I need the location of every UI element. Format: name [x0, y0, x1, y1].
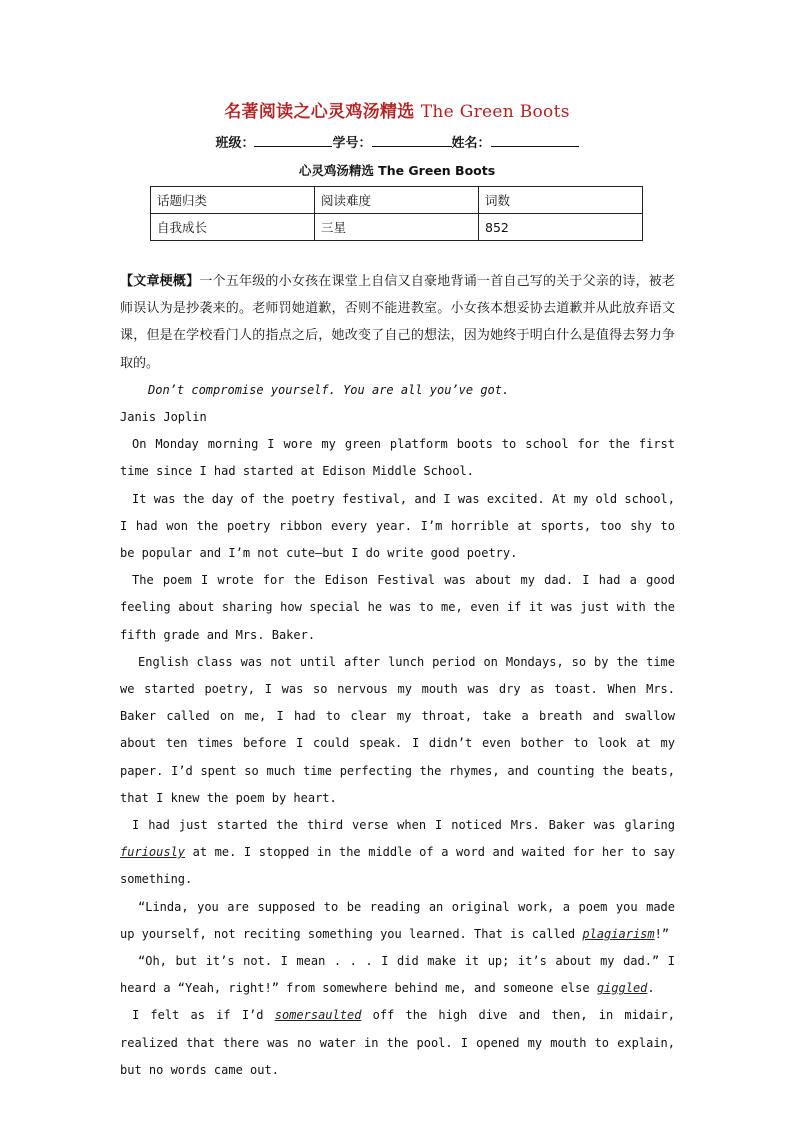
paragraph	[120, 812, 675, 894]
paragraph-text: off the high dive and then, in midair, realized that there was no water in the pool. I opened my mouth to explain, but no words came out.	[120, 1008, 675, 1077]
vocab-word: giggled	[596, 981, 648, 996]
paragraph: On Monday morning I wore my green platform boots to school for the first time since I had started at Edison Middle School.	[120, 437, 675, 479]
summary-paragraph	[120, 268, 675, 377]
table-header-cell: 词数	[479, 187, 643, 214]
paragraph: English class was not until after lunch period on Mondays, so by the time we started poetry, I was so nervous my mouth was dry as toast. When Mrs. Baker called on me, I had to clear my throat, take a breath and swallow about ten times before I could speak. I didn’t even bother to look at my paper. I’d spent so much time perfecting the rhymes, and counting the beats, that I knew the poem by heart.	[120, 654, 675, 805]
article-body	[120, 268, 675, 1084]
title-cn: 名著阅读之心灵鸡汤精选	[224, 102, 415, 122]
student-no-blank	[372, 134, 452, 147]
paragraph-text: I had just started the third verse when I noticed Mrs. Baker was glaring	[132, 818, 675, 833]
student-info-line	[0, 132, 794, 151]
document-title	[0, 97, 794, 122]
class-blank	[254, 134, 332, 147]
paragraph-text: .	[647, 981, 655, 996]
summary-tag: 【文章梗概】	[120, 274, 200, 289]
epigraph-quote: Don’t compromise yourself. You are all you’ve got.	[148, 382, 510, 397]
table-row	[151, 214, 643, 241]
paragraph	[120, 948, 675, 1002]
paragraph-text: !”	[654, 926, 670, 941]
name-label: 姓名：	[451, 136, 491, 151]
paragraph: The poem I wrote for the Edison Festival was about my dad. I had a good feeling about sharing how special he was to me, even if it was just with the fifth grade and Mrs. Baker.	[120, 573, 675, 642]
paragraph	[120, 1002, 675, 1084]
paragraph-text: I felt as if I’d	[132, 1008, 275, 1023]
class-label: 班级：	[215, 136, 255, 151]
table-cell: 自我成长	[151, 214, 315, 241]
paragraph-text: “Oh, but it’s not. I mean . . . I did make it up; it’s about my dad.” I heard a “Yeah, right!” from somewhere behind me, and someone else	[120, 954, 675, 996]
vocab-word: somersaulted	[274, 1008, 362, 1023]
student-no-label: 学号：	[332, 136, 372, 151]
table-header-cell: 阅读难度	[315, 187, 479, 214]
document-subtitle: 心灵鸡汤精选 The Green Boots	[298, 163, 496, 178]
table-cell: 852	[479, 214, 643, 241]
info-table	[150, 186, 643, 241]
table-cell: 三星	[315, 214, 479, 241]
vocab-word: furiously	[120, 845, 186, 860]
table-header-cell: 话题归类	[151, 187, 315, 214]
vocab-word: plagiarism	[582, 926, 655, 941]
paragraph	[120, 894, 675, 948]
epigraph-author: Janis Joplin	[120, 410, 207, 425]
paragraph-text: “Linda, you are supposed to be reading an original work, a poem you made up yourself, not reciting something you learned. That is called	[120, 899, 675, 941]
paragraph-text: at me. I stopped in the middle of a word and waited for her to say something.	[120, 845, 675, 887]
name-blank	[491, 134, 579, 147]
title-en: The Green Boots	[420, 102, 570, 122]
summary-text: 一个五年级的小女孩在课堂上自信又自豪地背诵一首自己写的关于父亲的诗，被老师误认为是抄袭来的。老师罚她道歉，否则不能进教室。小女孩本想妥协去道歉并从此放弃语文课，但是在学校看门人的指点之后，她改变了自己的想法，因为她终于明白什么是值得去努力争取的。	[120, 274, 675, 371]
table-row	[151, 187, 643, 214]
paragraph: It was the day of the poetry festival, and I was excited. At my old school, I had won the poetry ribbon every year. I’m horrible at sports, too shy to be popular and I’m not cute—but I do write good poetry.	[120, 491, 675, 561]
